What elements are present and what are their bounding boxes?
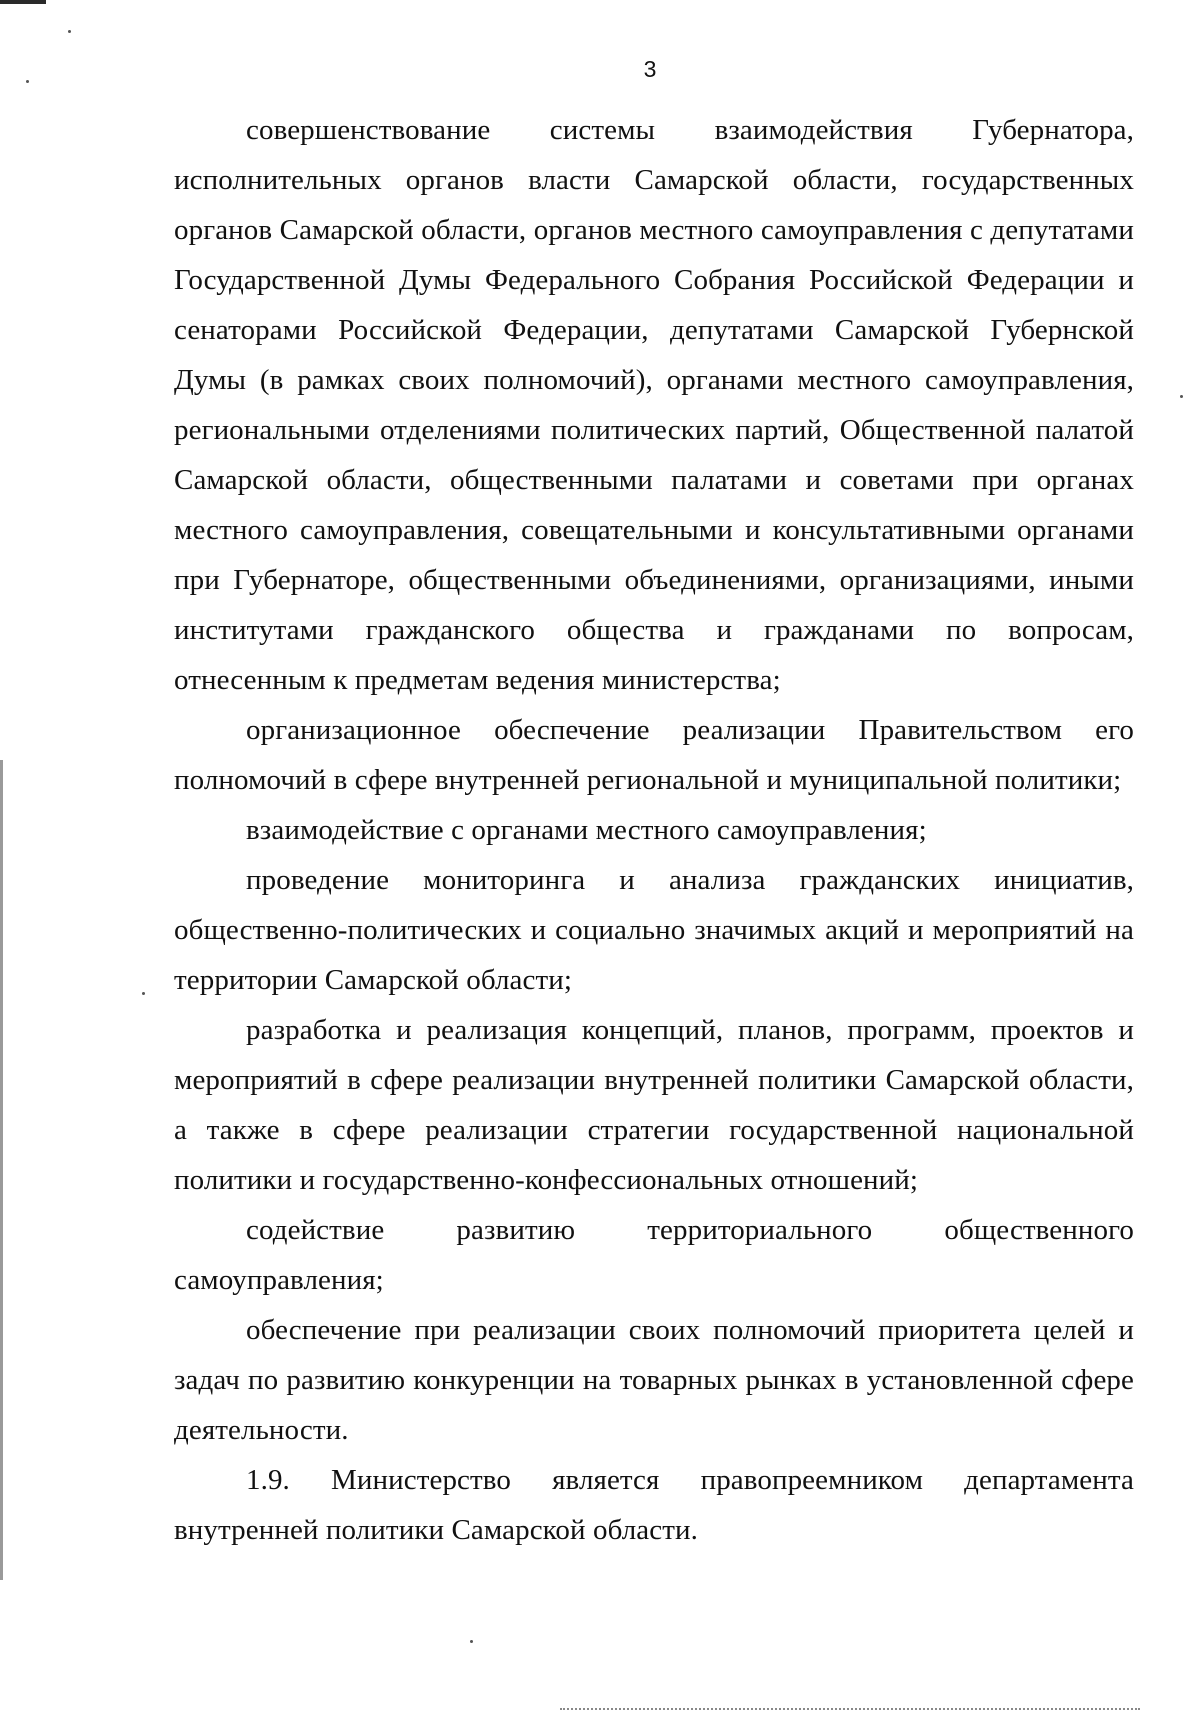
scan-edge-bottom (560, 1708, 1140, 1712)
paragraph-local-government: взаимодействие с органами местного самоуправления; (246, 814, 927, 846)
scan-speck (142, 992, 145, 995)
paragraph-territorial-self-government: содействие развитию территориального общественного самоуправления; (174, 1214, 1134, 1296)
paragraph-successor: 1.9. Министерство является правопреемником департамента внутренней политики Самарской области. (174, 1464, 1134, 1546)
paragraph-cooperation-system: совершенствование системы взаимодействия Губернатора, исполнительных органов власти Самарской области, государственных органов Самарской области, органов местного самоуправления с депутатами Государственной Думы Федерального Собрания Российской Федерации и сенаторами Российской Федерации, депутатами Самарской Губернской Думы (в рамках своих полномочий), органами местного самоуправления, региональными отделениями политических партий, Общественной палатой Самарской области, общественными палатами и советами при органах местного самоуправления, совещательными и консультативными органами при Губернаторе, общественными объединениями, организациями, иными институтами гражданского общества и гражданами по вопросам, отнесенным к предметам ведения министерства; (174, 114, 1134, 696)
paragraph-organizational-support: организационное обеспечение реализации Правительством его полномочий в сфере внутренней региональной и муниципальной политики; (174, 714, 1134, 796)
paragraph-concepts-development: разработка и реализация концепций, планов, программ, проектов и мероприятий в сфере реализации внутренней политики Самарской области, а также в сфере реализации стратегии государственной национальной политики и государственно-конфессиональных отношений; (174, 1014, 1134, 1196)
scan-edge-left (0, 760, 3, 1580)
paragraph-monitoring: проведение мониторинга и анализа гражданских инициатив, общественно-политических и социально значимых акций и мероприятий на территории Самарской области; (174, 864, 1134, 996)
page-number: 3 (643, 56, 657, 82)
scan-speck (26, 80, 29, 83)
scan-speck (470, 1640, 473, 1643)
scan-speck (68, 30, 71, 33)
scan-speck (1180, 395, 1183, 398)
document-body (174, 105, 1134, 1555)
paragraph-competition: обеспечение при реализации своих полномочий приоритета целей и задач по развитию конкуренции на товарных рынках в установленной сфере деятельности. (174, 1314, 1134, 1446)
scan-edge-top (0, 0, 46, 4)
